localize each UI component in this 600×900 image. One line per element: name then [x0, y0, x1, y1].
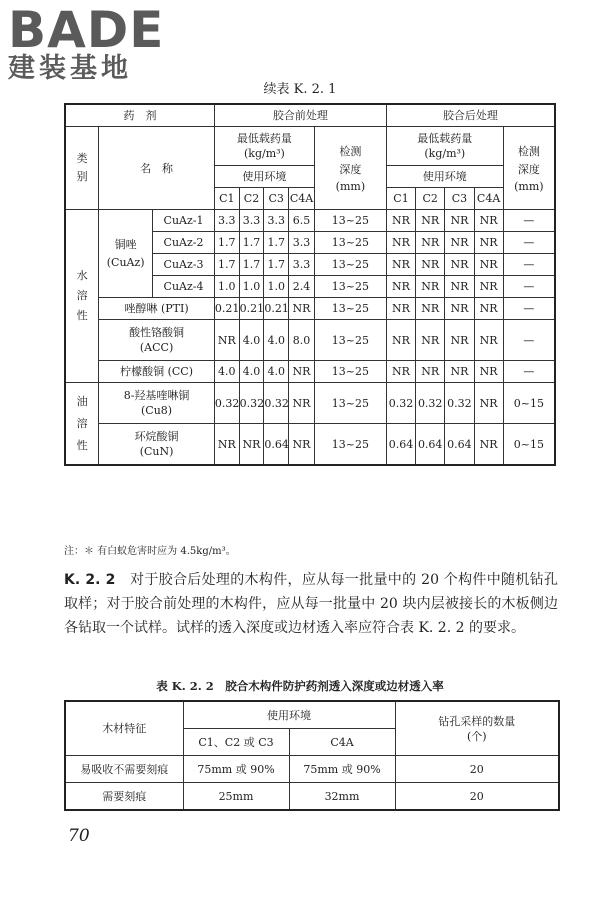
cell: 20 [395, 756, 559, 783]
cell: NR [214, 320, 239, 361]
table-row [65, 383, 555, 424]
clause-k222 [64, 568, 558, 640]
cell: 13~25 [314, 298, 386, 320]
row-name [99, 383, 215, 424]
table-row [65, 361, 555, 383]
header-sample-count [395, 701, 559, 756]
cell: NR [445, 361, 474, 383]
cell: NR [445, 254, 474, 276]
cell: 0.32 [239, 383, 264, 424]
pre-min-load-label: 最低载药量 [236, 132, 292, 145]
cell: 13~25 [314, 424, 386, 466]
row-name [99, 424, 215, 466]
cell: 25mm [183, 783, 289, 811]
cell: NR [386, 320, 415, 361]
sample-count-label: 钻孔采样的数量 [438, 714, 516, 728]
header-post-treatment: 胶合后处理 [386, 104, 555, 127]
cell: — [503, 320, 555, 361]
row-name: CuAz-2 [153, 232, 215, 254]
cell: 13~25 [314, 232, 386, 254]
group-oil-text: 油溶性 [76, 394, 88, 452]
cell: 3.3 [289, 254, 315, 276]
cell: 75mm 或 90% [289, 756, 395, 783]
cell: NR [289, 298, 315, 320]
cell: 13~25 [314, 276, 386, 298]
clause-text: 对于胶合后处理的木构件，应从每一批量中的 20 个构件中随机钻孔取样；对于胶合前处理的木构件，应从每一批量中 20 块内层被接长的木板侧边各钻取一个试样。试样的透入深度或边材透入率应符合表 K. 2. 2 的要求。 [64, 572, 558, 636]
group-cuaz [99, 210, 153, 298]
group-oil-soluble [65, 383, 99, 466]
cell: 1.7 [239, 232, 264, 254]
row-name-line2: (CuN) [139, 445, 174, 458]
table-row [65, 210, 555, 232]
cell: 0.64 [264, 424, 289, 466]
table-k222 [64, 700, 560, 811]
cell: 0.64 [416, 424, 445, 466]
cell: NR [289, 424, 315, 466]
table-row [65, 756, 559, 783]
header-name: 名 称 [99, 127, 215, 210]
header-post-depth [503, 127, 555, 210]
cell: NR [474, 383, 503, 424]
cell: — [503, 232, 555, 254]
pre-depth-unit: (mm) [335, 179, 366, 193]
cell: NR [474, 361, 503, 383]
cell: NR [289, 361, 315, 383]
cell: 0.21 [214, 298, 239, 320]
table-row [65, 424, 555, 466]
cell: 4.0 [239, 320, 264, 361]
cell: NR [386, 232, 415, 254]
cell: — [503, 254, 555, 276]
cell: NR [445, 298, 474, 320]
table1-note: 注：＊ 有白蚁危害时应为 4.5kg/m³。 [64, 546, 236, 557]
header-pre-treatment: 胶合前处理 [214, 104, 386, 127]
cell: 易吸收不需要刻痕 [65, 756, 183, 783]
pre-env-c2: C2 [239, 188, 264, 210]
cell: 2.4 [289, 276, 315, 298]
cell: 1.0 [264, 276, 289, 298]
row-name-line2: (Cu8) [141, 404, 173, 417]
pre-env-c1: C1 [214, 188, 239, 210]
cell: — [503, 298, 555, 320]
row-name-line1: 环烷酸铜 [134, 430, 179, 443]
sample-count-unit: (个) [466, 729, 487, 743]
cell: 32mm [289, 783, 395, 811]
table2-caption: 表 K. 2. 2 胶合木构件防护药剂透入深度或边材透入率 [156, 679, 444, 693]
cell: 13~25 [314, 383, 386, 424]
row-name: CuAz-1 [153, 210, 215, 232]
cell: 1.7 [239, 254, 264, 276]
cell: 0~15 [503, 424, 555, 466]
cell: — [503, 210, 555, 232]
cell: 3.3 [264, 210, 289, 232]
header-wood-feature: 木材特征 [65, 701, 183, 756]
cell: 4.0 [214, 361, 239, 383]
cell: 3.3 [239, 210, 264, 232]
cell: NR [474, 320, 503, 361]
post-env-c4a: C4A [474, 188, 503, 210]
post-env-c3: C3 [445, 188, 474, 210]
pre-env-c4a: C4A [289, 188, 315, 210]
row-name: CuAz-4 [153, 276, 215, 298]
row-name: 唑醇啉 (PTI) [99, 298, 215, 320]
cell: 6.5 [289, 210, 315, 232]
cell: NR [386, 298, 415, 320]
cell: 1.7 [214, 254, 239, 276]
row-name-line1: 8-羟基喹啉铜 [123, 389, 190, 402]
table-row [65, 320, 555, 361]
row-name: 柠檬酸铜 (CC) [99, 361, 215, 383]
cell: NR [416, 320, 445, 361]
header-post-min-load [386, 127, 503, 166]
group-water-soluble [65, 210, 99, 383]
cell: NR [289, 383, 315, 424]
cell: — [503, 276, 555, 298]
cell: NR [416, 276, 445, 298]
cell: 3.3 [289, 232, 315, 254]
header-pre-depth [314, 127, 386, 210]
cell: 4.0 [264, 320, 289, 361]
pre-env-c3: C3 [264, 188, 289, 210]
cell: NR [474, 254, 503, 276]
cell: NR [474, 276, 503, 298]
pre-min-load-unit: (kg/m³) [244, 147, 285, 160]
cell: NR [416, 298, 445, 320]
header-pre-use-env: 使用环境 [214, 166, 314, 188]
bade-logo [8, 1, 178, 84]
cell: 75mm 或 90% [183, 756, 289, 783]
cell: NR [386, 276, 415, 298]
cell: 0.21 [264, 298, 289, 320]
cell: NR [214, 424, 239, 466]
cell: NR [386, 254, 415, 276]
cell: NR [474, 298, 503, 320]
header-pre-min-load [214, 127, 314, 166]
cell: 0.32 [214, 383, 239, 424]
cell: 1.0 [214, 276, 239, 298]
cell: NR [445, 276, 474, 298]
cell: 0.64 [386, 424, 415, 466]
cell: 1.7 [264, 232, 289, 254]
header-use-env: 使用环境 [183, 701, 395, 729]
post-min-load-label: 最低载药量 [417, 132, 473, 145]
post-env-c1: C1 [386, 188, 415, 210]
table1-caption: 续表 K. 2. 1 [263, 82, 337, 97]
row-name [99, 320, 215, 361]
logo-main-text: BADE [8, 1, 165, 59]
cell: NR [416, 361, 445, 383]
header-category [65, 127, 99, 210]
row-name-line2: (ACC) [139, 341, 174, 354]
post-depth-label: 检测深度 [517, 144, 540, 176]
pre-depth-label: 检测深度 [339, 144, 362, 176]
cell: NR [445, 232, 474, 254]
clause-label: K. 2. 2 [64, 572, 116, 588]
logo-sub-text: 建装基地 [8, 53, 132, 84]
table-row [65, 298, 555, 320]
cell: 0.64 [445, 424, 474, 466]
cell: 0.32 [416, 383, 445, 424]
post-env-c2: C2 [416, 188, 445, 210]
cell: NR [445, 320, 474, 361]
cell: 0.21 [239, 298, 264, 320]
cell: 1.0 [239, 276, 264, 298]
cell: NR [416, 254, 445, 276]
cell: 0.32 [445, 383, 474, 424]
cell: 4.0 [264, 361, 289, 383]
group-cuaz-text: 铜唑(CuAz) [106, 237, 145, 269]
post-min-load-unit: (kg/m³) [424, 147, 466, 160]
cell: — [503, 361, 555, 383]
cell: 需要刻痕 [65, 783, 183, 811]
cell: 13~25 [314, 361, 386, 383]
cell: NR [445, 210, 474, 232]
cell: NR [239, 424, 264, 466]
header-category-text: 类别 [76, 152, 88, 183]
cell: NR [474, 424, 503, 466]
cell: NR [474, 210, 503, 232]
cell: NR [416, 232, 445, 254]
header-env-c123: C1、C2 或 C3 [183, 729, 289, 756]
cell: 3.3 [214, 210, 239, 232]
cell: NR [474, 232, 503, 254]
cell: 0.32 [386, 383, 415, 424]
cell: 4.0 [239, 361, 264, 383]
group-water-text: 水溶性 [76, 269, 88, 322]
row-name-line1: 酸性铬酸铜 [129, 326, 185, 339]
post-depth-unit: (mm) [514, 179, 544, 193]
header-env-c4a: C4A [289, 729, 395, 756]
cell: 1.7 [264, 254, 289, 276]
table-k21-continued [64, 103, 556, 466]
cell: 13~25 [314, 254, 386, 276]
cell: 13~25 [314, 320, 386, 361]
table-row [65, 783, 559, 811]
cell: 0.32 [264, 383, 289, 424]
cell: 0~15 [503, 383, 555, 424]
page-number: 70 [68, 826, 90, 846]
cell: 13~25 [314, 210, 386, 232]
cell: NR [386, 210, 415, 232]
cell: NR [386, 361, 415, 383]
row-name: CuAz-3 [153, 254, 215, 276]
header-agent: 药 剂 [65, 104, 214, 127]
header-post-use-env: 使用环境 [386, 166, 503, 188]
cell: 8.0 [289, 320, 315, 361]
cell: 20 [395, 783, 559, 811]
cell: NR [416, 210, 445, 232]
cell: 1.7 [214, 232, 239, 254]
